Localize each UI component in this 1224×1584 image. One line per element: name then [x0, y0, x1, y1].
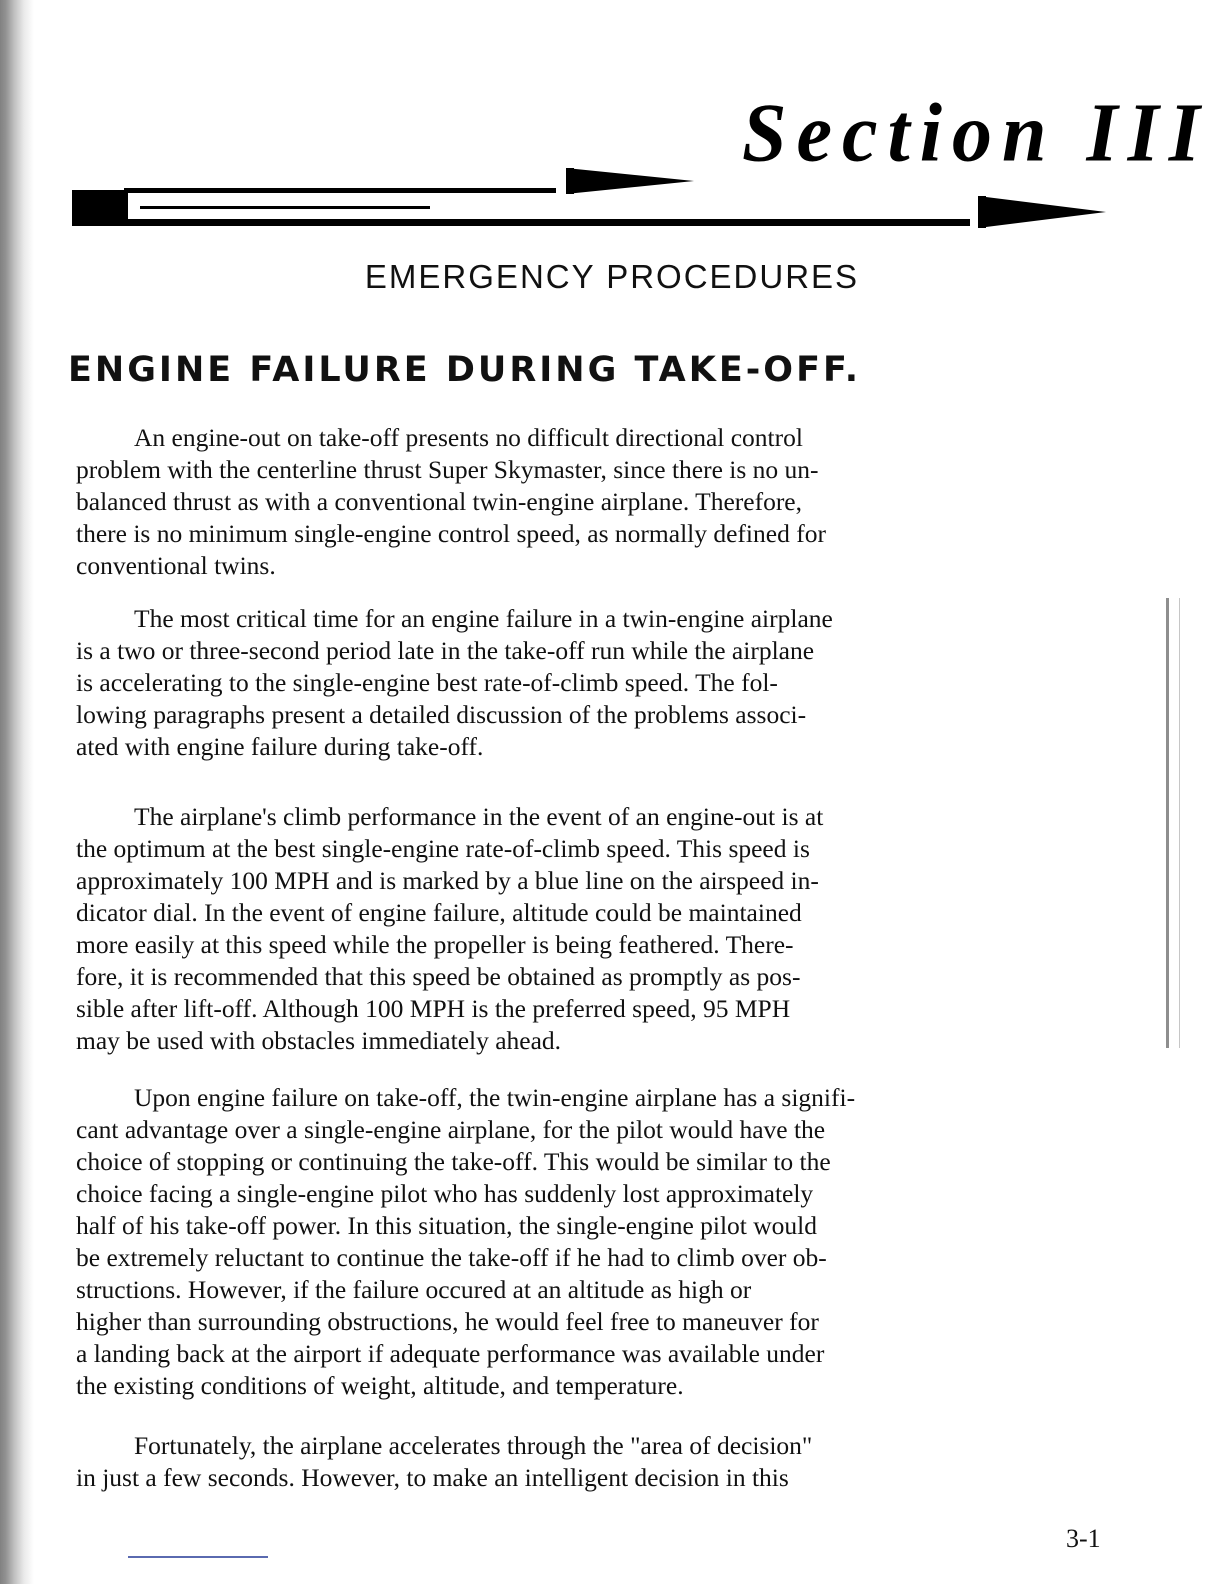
page-number: 3-1 [1066, 1524, 1101, 1553]
paragraph-line: a landing back at the airport if adequate performance was available under [76, 1339, 825, 1368]
paragraph-line: in just a few seconds. However, to make an intelligent decision in this [76, 1463, 789, 1492]
paragraph-line: Upon engine failure on take-off, the twin-engine airplane has a signifi- [134, 1083, 856, 1112]
paragraph-line: there is no minimum single-engine control speed, as normally defined for [76, 519, 826, 548]
paragraph-line: choice facing a single-engine pilot who has suddenly lost approximately [76, 1179, 814, 1208]
paragraph-line: more easily at this speed while the propeller is being feathered. There- [76, 930, 794, 959]
paragraph-line: Fortunately, the airplane accelerates through the "area of decision" [134, 1431, 813, 1460]
paragraph-2 [76, 603, 1146, 763]
paragraph-line: fore, it is recommended that this speed be obtained as promptly as pos- [76, 962, 801, 991]
section-title: Section III [742, 87, 1210, 180]
paragraph-line: The most critical time for an engine failure in a twin-engine airplane [134, 604, 833, 633]
paragraph-3 [76, 801, 1146, 1057]
paragraph-line: the existing conditions of weight, altitude, and temperature. [76, 1371, 684, 1400]
paragraph-line: dicator dial. In the event of engine failure, altitude could be maintained [76, 898, 802, 927]
paragraph-line: The airplane's climb performance in the event of an engine-out is at [134, 802, 824, 831]
paragraph-line: the optimum at the best single-engine rate-of-climb speed. This speed is [76, 834, 810, 863]
paragraph-line: structions. However, if the failure occured at an altitude as high or [76, 1275, 752, 1304]
paragraph-line: choice of stopping or continuing the take-off. This would be similar to the [76, 1147, 831, 1176]
paragraph-line: conventional twins. [76, 551, 276, 580]
rule-thick [72, 219, 970, 226]
paragraph-line: higher than surrounding obstructions, he would feel free to maneuver for [76, 1307, 819, 1336]
footer-rule [128, 1556, 268, 1558]
paragraph-line: approximately 100 MPH and is marked by a blue line on the airspeed in- [76, 866, 819, 895]
paragraph-5 [76, 1430, 1146, 1494]
scan-shadow-left [0, 0, 34, 1584]
paragraph-line: half of his take-off power. In this situation, the single-engine pilot would [76, 1211, 818, 1240]
paragraph-line: be extremely reluctant to continue the take-off if he had to climb over ob- [76, 1243, 827, 1272]
arrow-upper-icon [566, 168, 694, 194]
arrow-lower-icon [978, 196, 1106, 228]
rule-thin [140, 206, 430, 209]
paragraph-line: is a two or three-second period late in the take-off run while the airplane [76, 636, 815, 665]
paragraph-line: cant advantage over a single-engine airplane, for the pilot would have the [76, 1115, 826, 1144]
paragraph-line: is accelerating to the single-engine best rate-of-climb speed. The fol- [76, 668, 778, 697]
paragraph-line: sible after lift-off. Although 100 MPH is the preferred speed, 95 MPH [76, 994, 791, 1023]
paragraph-line: lowing paragraphs present a detailed discussion of the problems associ- [76, 700, 807, 729]
paragraph-1 [76, 422, 1146, 582]
paragraph-4 [76, 1082, 1146, 1402]
paragraph-line: An engine-out on take-off presents no difficult directional control [134, 423, 803, 452]
paragraph-line: ated with engine failure during take-off. [76, 732, 484, 761]
rule-upper [124, 188, 556, 193]
paragraph-line: problem with the centerline thrust Super Skymaster, since there is no un- [76, 455, 819, 484]
scan-mark-right [1166, 598, 1180, 1048]
paragraph-line: may be used with obstacles immediately ahead. [76, 1026, 562, 1055]
paragraph-line: balanced thrust as with a conventional twin-engine airplane. Therefore, [76, 487, 803, 516]
subsection-heading: ENGINE FAILURE DURING TAKE-OFF. [68, 350, 862, 390]
page-heading: EMERGENCY PROCEDURES [364, 258, 860, 295]
